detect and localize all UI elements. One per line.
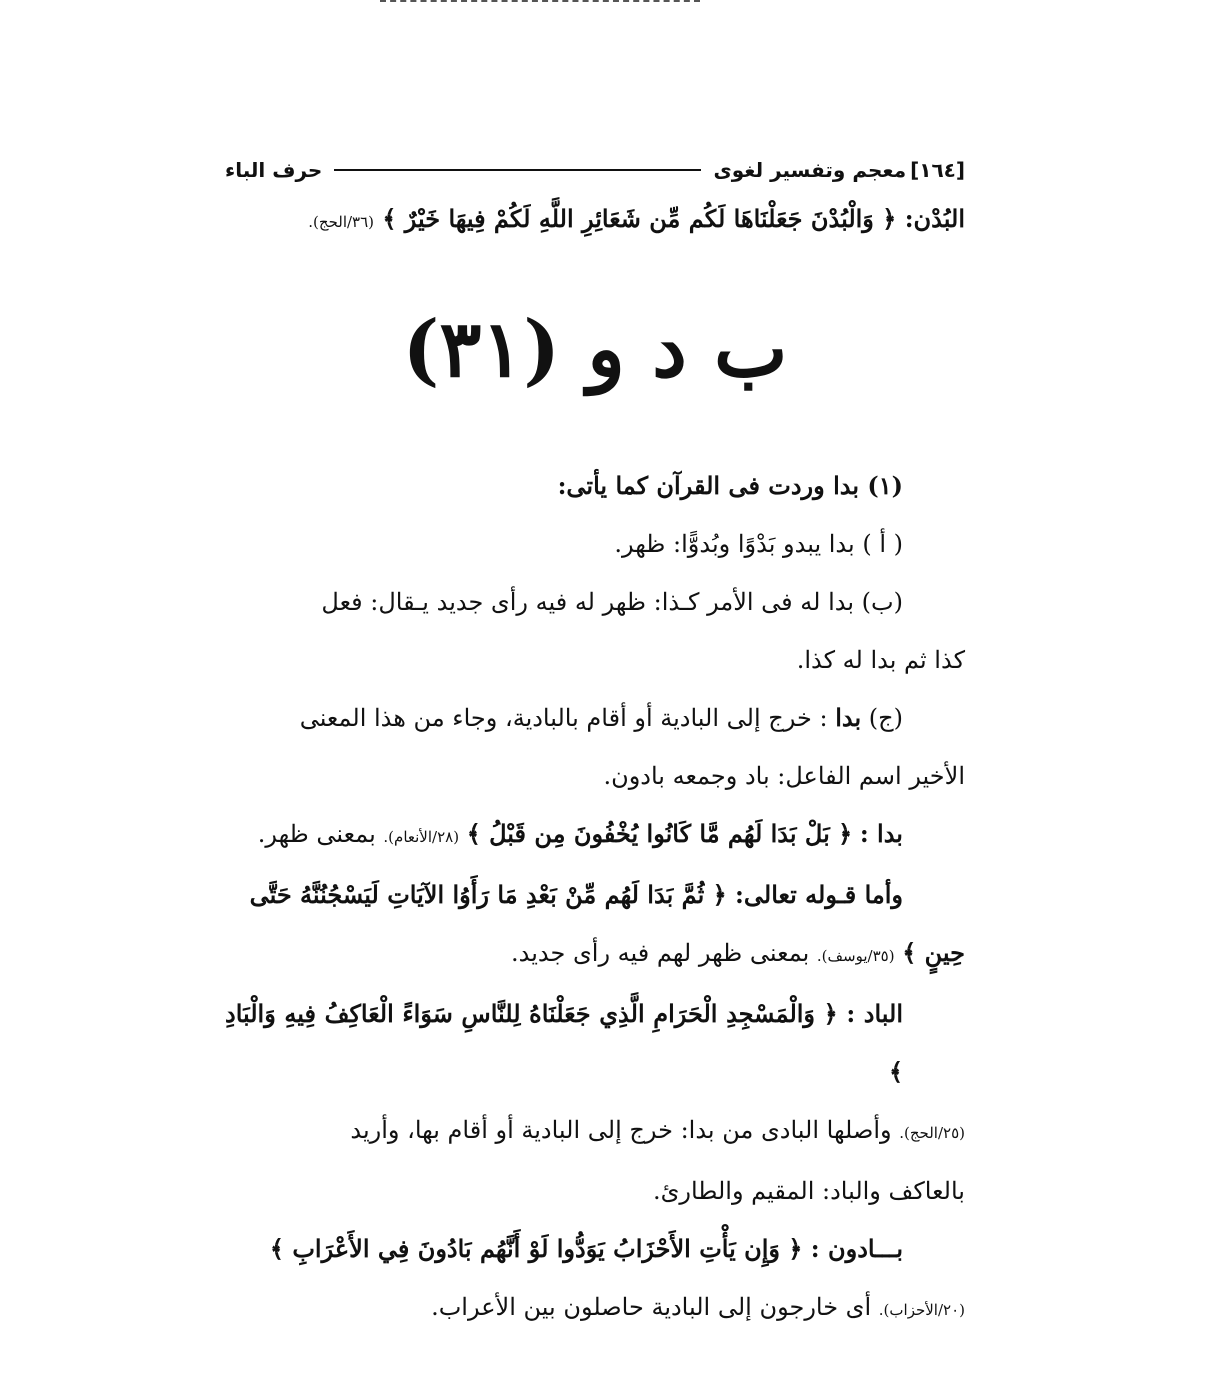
- entry-qawluh-verse2: حِينٍ ﴾: [902, 938, 965, 967]
- entry-qawluh-line1: [225, 866, 965, 924]
- entry-bada-term: بدا :: [859, 819, 903, 848]
- para1-c-line2: الأخير اسم الفاعل: باد وجمعه بادون.: [603, 762, 965, 790]
- para1-b-line2: كذا ثم بدا له كذا.: [796, 646, 965, 674]
- document-page: [225, 150, 965, 1339]
- para1-a: ( أ ) بدا يبدو بَدْوًا وبُدوًّا: ظهر.: [614, 530, 903, 558]
- entry-qawluh-meaning: بمعنى ظهر لهم فيه رأى جديد.: [511, 939, 810, 967]
- intro-verse: ﴿ وَالْبُدْنَ جَعَلْنَاهَا لَكُم مِّن شَعَائِرِ اللَّهِ لَكُمْ فِيهَا خَيْرٌ ﴾: [382, 204, 897, 233]
- entry-baad-line2: [225, 1101, 965, 1162]
- page-number: [١٦٤]: [910, 158, 965, 182]
- intro-term: البُدْن:: [904, 204, 965, 233]
- entry-bada-verse: ﴿ بَلْ بَدَا لَهُم مَّا كَانُوا يُخْفُونَ مِن قَبْلُ ﴾: [466, 819, 853, 848]
- para1-c-label: (ج): [868, 704, 903, 732]
- scan-top-dashes: [380, 0, 700, 2]
- entry-baadun-line1: [225, 1220, 965, 1278]
- entry-baadun-line2: [225, 1278, 965, 1339]
- entry-baad-ref: (٢٥/الحج).: [899, 1124, 965, 1142]
- para1-b-line1: (ب) بدا له فى الأمر كـذا: ظهر له فيه رأى جديد يـقال: فعل: [321, 588, 903, 616]
- entry-bada-meaning: بمعنى ظهر.: [257, 820, 376, 848]
- entry-bada: [225, 805, 965, 866]
- root-heading: ب د و (٣١): [402, 304, 788, 395]
- entry-baadun-term: بـــادون :: [810, 1234, 903, 1263]
- entry-qawluh-verse1: ﴿ ثُمَّ بَدَا لَهُم مِّنْ بَعْدِ مَا رَأَوُا الآيَاتِ لَيَسْجُنُنَّهُ حَتَّى: [249, 880, 727, 909]
- entry-qawluh-line2: [225, 924, 965, 985]
- entry-baadun-ref: (٢٠/الأحزاب).: [878, 1301, 965, 1319]
- section-title: حرف الباء: [225, 158, 323, 182]
- entry-baadun-verse: ﴿ وَإِن يَأْتِ الأَحْزَابُ يَوَدُّوا لَوْ أَنَّهُم بَادُونَ فِي الأَعْرَابِ ﴾: [269, 1234, 803, 1263]
- entry-baad-verse: ﴿ وَالْمَسْجِدِ الْحَرَامِ الَّذِي جَعَلْنَاهُ لِلنَّاسِ سَوَاءً الْعَاكِفُ فِيهِ وَالْبَادِ ﴾: [225, 999, 903, 1086]
- para1-c-line1: [225, 689, 965, 747]
- entry-qawluh-lead: وأما قـوله تعالى:: [735, 880, 903, 909]
- entry-baad-term: الباد :: [846, 999, 904, 1028]
- para1-c-term: بدا: [835, 703, 862, 732]
- intro-ref: (٣٦/الحج).: [308, 213, 375, 231]
- para1-title: (١) بدا وردت فى القرآن كما يأتى:: [557, 471, 903, 500]
- entry-baad-line1: [225, 985, 965, 1101]
- entry-bada-ref: (٢٨/الأنعام).: [383, 828, 460, 846]
- running-header: [225, 150, 965, 190]
- entry-baad-line3: بالعاكف والباد: المقيم والطارئ.: [652, 1177, 965, 1205]
- intro-line: [225, 190, 965, 251]
- entry-baadun-meaning: أى خارجون إلى البادية حاصلون بين الأعراب.: [431, 1293, 872, 1321]
- book-title: معجم وتفسير لغوى: [713, 158, 907, 182]
- header-rule: [334, 169, 701, 171]
- para1-c-text: : خرج إلى البادية أو أقام بالبادية، وجاء من هذا المعنى: [299, 704, 828, 732]
- entry-baad-text2: وأصلها البادى من بدا: خرج إلى البادية أو أقام بها، وأريد: [350, 1116, 892, 1144]
- entry-qawluh-ref: (٣٥/يوسف).: [816, 947, 895, 965]
